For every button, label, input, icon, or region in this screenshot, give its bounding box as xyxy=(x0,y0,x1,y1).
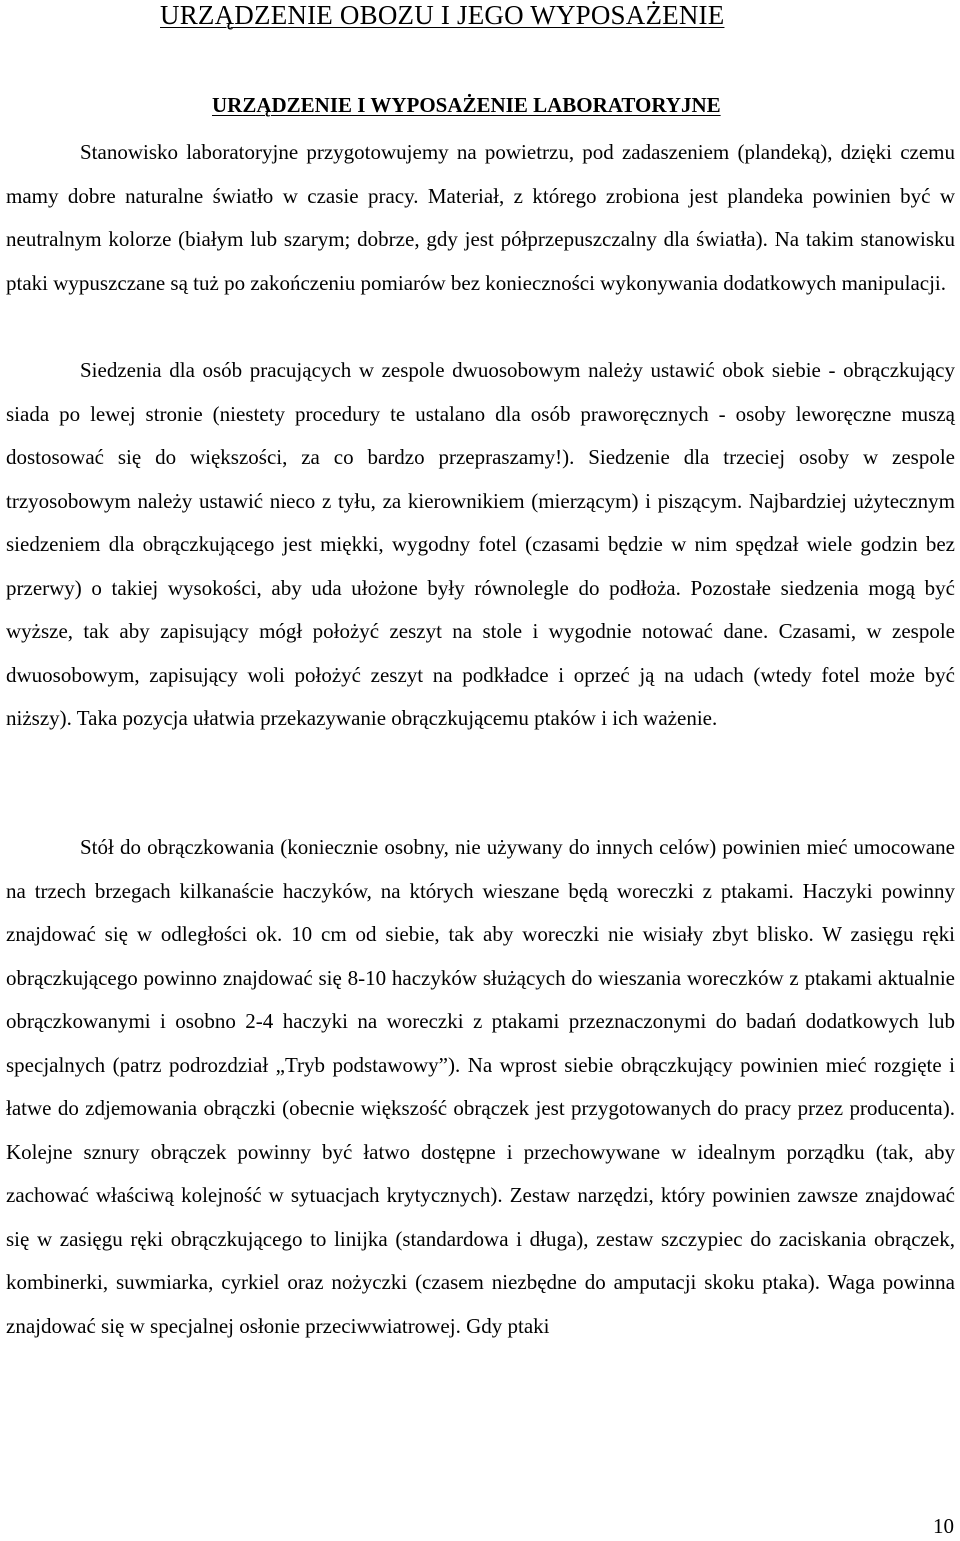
page-number: 10 xyxy=(933,1514,954,1538)
paragraph-2: Siedzenia dla osób pracujących w zespole dwuosobowym należy ustawić obok siebie - obrączkujący siada po lewej stronie (niestety procedury te ustalano dla osób praworęcznych - osoby leworęczne muszą dostosować się do większości, za co bardzo przepraszamy!). Siedzenie dla trzeciej osoby w zespole trzyosobowym należy ustawić nieco z tyłu, za kierownikiem (mierzącym) i piszącym. Najbardziej użytecznym siedzeniem dla obrączkującego jest miękki, wygodny fotel (czasami będzie w nim spędzał wiele godzin bez przerwy) o takiej wysokości, aby uda ułożone były równolegle do podłoża. Pozostałe siedzenia mogą być wyższe, tak aby zapisujący mógł położyć zeszyt na stole i wygodnie notować dane. Czasami, w zespole dwuosobowym, zapisujący woli położyć zeszyt na podkładce i oprzeć ją na udach (wtedy fotel może być niższy). Taka pozycja ułatwia przekazywanie obrączkującemu ptaków i ich ważenie. xyxy=(6,358,955,730)
page-title: URZĄDZENIE OBOZU I JEGO WYPOSAŻENIE xyxy=(160,0,725,30)
section-title: URZĄDZENIE I WYPOSAŻENIE LABORATORYJNE xyxy=(212,93,721,117)
paragraph-1: Stanowisko laboratoryjne przygotowujemy na powietrzu, pod zadaszeniem (plandeką), dzięki czemu mamy dobre naturalne światło w czasie pracy. Materiał, z którego zrobiona jest plandeka powinien być w neutralnym kolorze (białym lub szarym; dobrze, gdy jest półprzepuszczalny dla światła). Na takim stanowisku ptaki wypuszczane są tuż po zakończeniu pomiarów bez konieczności wykonywania dodatkowych manipulacji. xyxy=(6,140,955,295)
paragraph-3: Stół do obrączkowania (koniecznie osobny, nie używany do innych celów) powinien mieć umocowane na trzech brzegach kilkanaście haczyków, na których wieszane będą woreczki z ptakami. Haczyki powinny znajdować się w odległości ok. 10 cm od siebie, tak aby woreczki nie wisiały zbyt blisko. W zasięgu ręki obrączkującego powinno znajdować się 8-10 haczyków służących do wieszania woreczków z ptakami aktualnie obrączkowanymi i osobno 2-4 haczyki na woreczki z ptakami przeznaczonymi do badań dodatkowych lub specjalnych (patrz podrozdział „Tryb podstawowy”). Na wprost siebie obrączkujący powinien mieć rozgięte i łatwe do zdjemowania obrączki (obecnie większość obrączek jest przygotowanych do pracy przez producenta). Kolejne sznury obrączek powinny być łatwo dostępne i przechowywane w idealnym porządku (tak, aby zachować właściwą kolejność w sytuacjach krytycznych). Zestaw narzędzi, który powinien zawsze znajdować się w zasięgu ręki obrączkującego to linijka (standardowa i długa), zestaw szczypiec do zaciskania obrączek, kombinerki, suwmiarka, cyrkiel oraz nożyczki (czasem niezbędne do amputacji skoku ptaka). Waga powinna znajdować się w specjalnej osłonie przeciwwiatrowej. Gdy ptaki xyxy=(6,835,955,1338)
